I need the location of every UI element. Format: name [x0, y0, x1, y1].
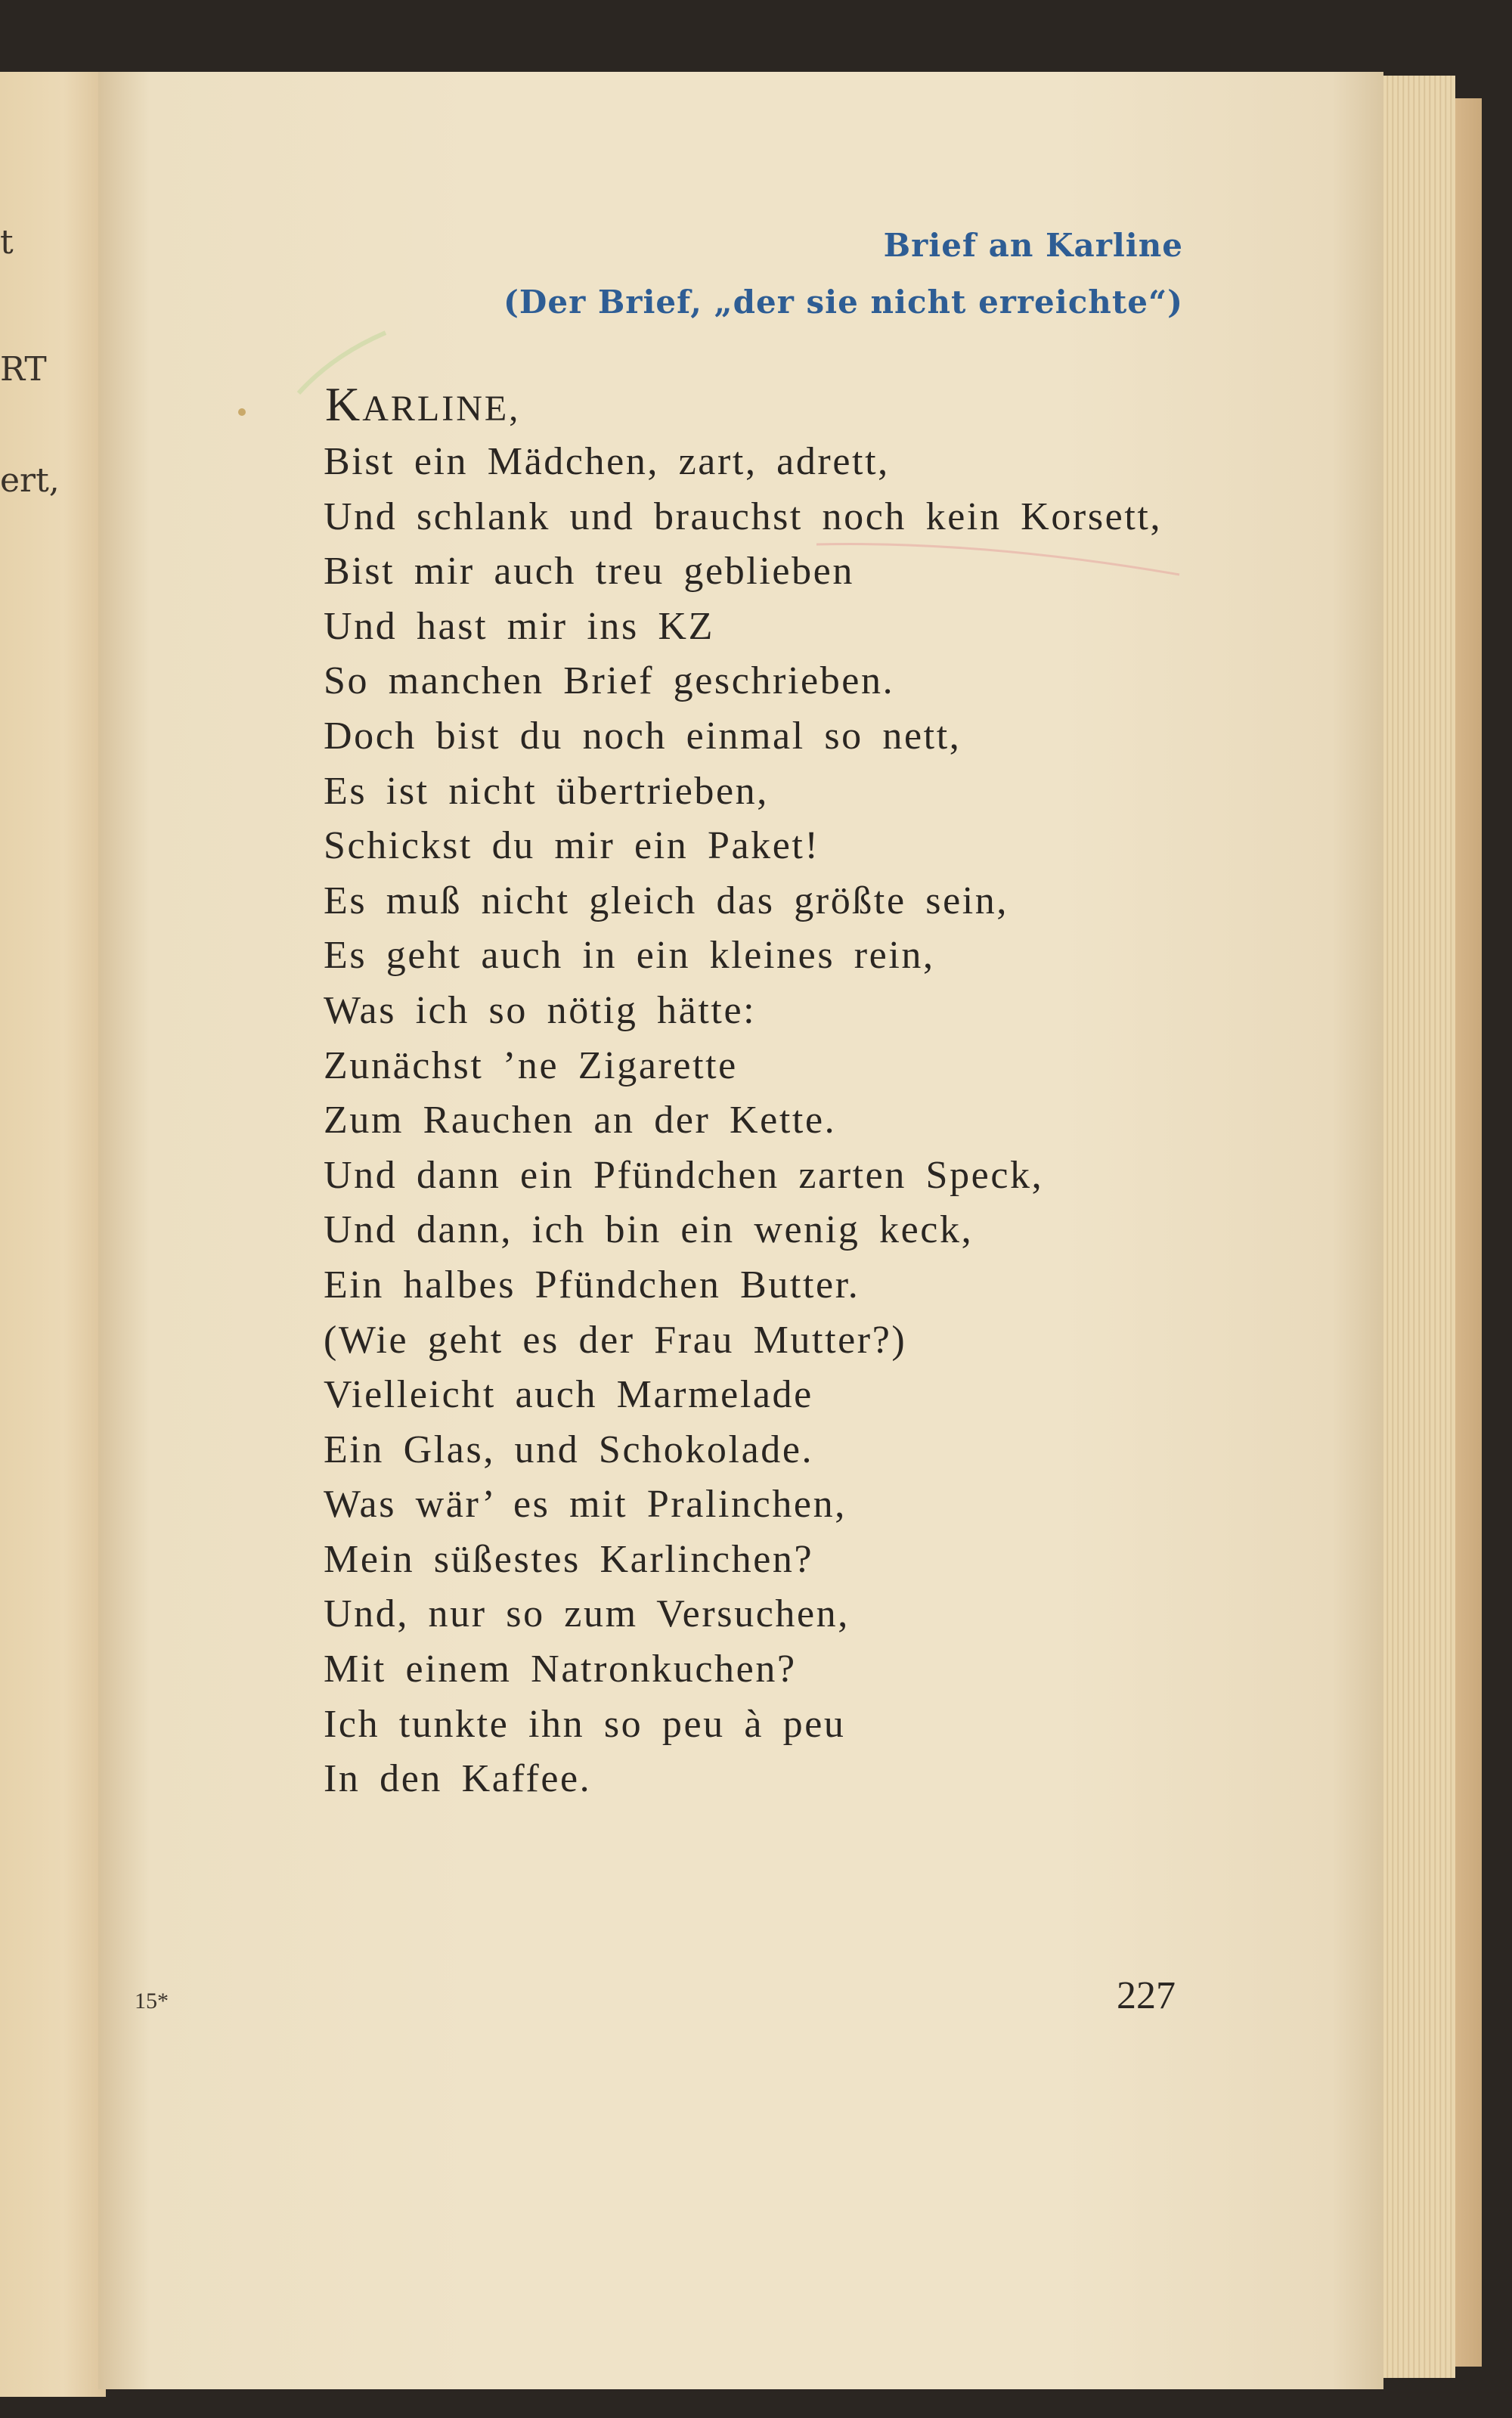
poem-lines [324, 435, 1162, 1807]
heading-title: Brief an Karline [883, 227, 1183, 264]
poem-line: Es geht auch in ein kleines rein, [324, 934, 935, 978]
heading-subtitle: (Der Brief, „der sie nicht erreichte“) [503, 284, 1183, 321]
left-page-fragment: t [0, 223, 14, 262]
poem-line: Und, nur so zum Versuchen, [324, 1592, 850, 1636]
poem-line: Vielleicht auch Marmelade [324, 1373, 813, 1417]
poem-line: Und hast mir ins KZ [324, 604, 714, 648]
poem-line: Und schlank und brauchst noch kein Korsett, [324, 494, 1163, 538]
poem-line: Und dann, ich bin ein wenig keck, [324, 1208, 974, 1252]
poem-line: Mit einem Natronkuchen? [324, 1648, 797, 1691]
poem-line: Bist mir auch treu geblieben [324, 550, 854, 594]
poem-line: Ich tunkte ihn so peu à peu [324, 1702, 846, 1746]
poem-line: Und dann ein Pfündchen zarten Speck, [324, 1153, 1044, 1197]
page-number: 227 [1117, 1974, 1176, 2017]
left-page-fragment: RT [0, 350, 47, 389]
poem-line: Schickst du mir ein Paket! [324, 824, 820, 868]
poem-line: Es ist nicht übertrieben, [324, 769, 769, 813]
poem-line: Doch bist du noch einmal so nett, [324, 714, 962, 758]
poem-line: Ein Glas, und Schokolade. [324, 1428, 814, 1471]
poem-line: Zunächst ’ne Zigarette [324, 1043, 738, 1087]
poem-line: Bist ein Mädchen, zart, adrett, [324, 440, 890, 483]
ink-dot [238, 408, 246, 416]
poem-line: Was ich so nötig hätte: [324, 988, 757, 1032]
left-page-fragment: ert, [0, 461, 60, 500]
poem-salutation: KARLINE, [325, 377, 521, 431]
signature-mark: 15* [135, 1989, 169, 2013]
poem-line: In den Kaffee. [324, 1757, 592, 1801]
poem-line: Ein halbes Pfündchen Butter. [324, 1263, 860, 1307]
poem-line: So manchen Brief geschrieben. [324, 659, 895, 703]
poem-line: (Wie geht es der Frau Mutter?) [324, 1318, 907, 1362]
poem-line: Mein süßestes Karlinchen? [324, 1537, 814, 1581]
poem-line: Es muß nicht gleich das größte sein, [324, 879, 1009, 922]
poem-line: Zum Rauchen an der Kette. [324, 1099, 837, 1142]
poem-line: Was wär’ es mit Pralinchen, [324, 1483, 847, 1527]
